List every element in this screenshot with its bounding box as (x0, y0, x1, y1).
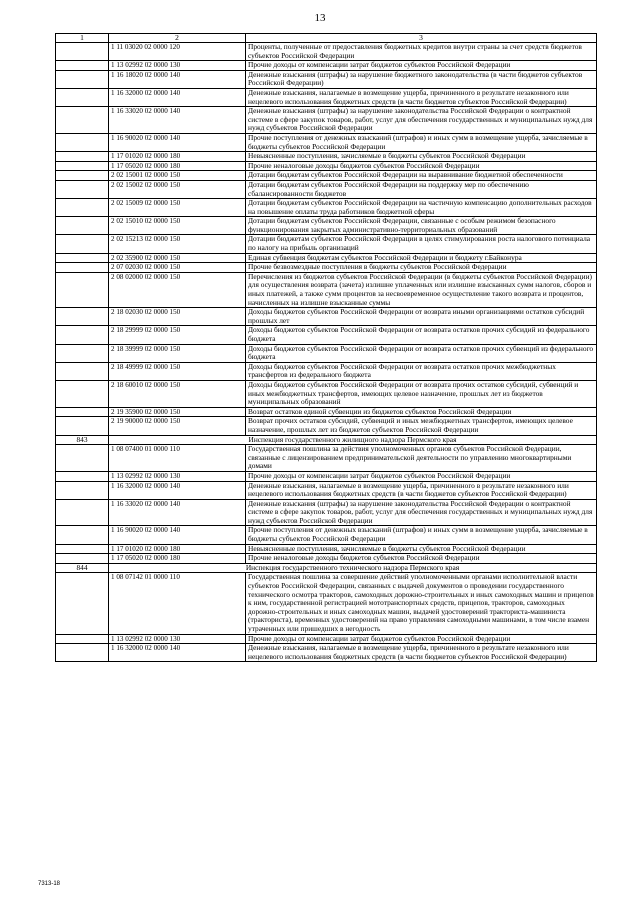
revenue-description: Прочие доходы от компенсации затрат бюджетов субъектов Российской Федерации (246, 61, 597, 71)
admin-cell (56, 253, 109, 263)
table-row (56, 499, 597, 526)
table-row (56, 171, 597, 181)
table-row (56, 344, 597, 362)
revenue-code: 1 16 33020 02 0000 140 (109, 499, 246, 526)
revenue-description: Дотации бюджетам субъектов Российской Федерации на выравнивание бюджетной обеспеченности (246, 171, 597, 181)
table-row (56, 43, 597, 61)
revenue-code: 1 08 07400 01 0000 110 (109, 445, 246, 472)
header-col-3: 3 (246, 34, 597, 43)
revenue-code: 1 16 32000 02 0000 140 (109, 88, 246, 106)
admin-cell (56, 152, 109, 162)
revenue-description: Денежные взыскания, налагаемые в возмещение ущерба, причиненного в результате незаконного или нецелевого использования бюджетных средств (в части бюджетов субъектов Российской Федерации) (246, 481, 597, 499)
admin-cell (56, 180, 109, 198)
revenue-description: Доходы бюджетов субъектов Российской Федерации от возврата остатков прочих субсидий из федерального бюджета (246, 326, 597, 344)
revenue-description: Денежные взыскания (штрафы) за нарушение бюджетного законодательства (в части бюджетов субъектов Российской Федерации) (246, 70, 597, 88)
agency-name: Инспекция государственного жилищного надзора Пермского края (109, 435, 597, 445)
revenue-code: 1 16 90020 02 0000 140 (109, 133, 246, 151)
revenue-code: 1 16 33020 02 0000 140 (109, 107, 246, 134)
revenue-description: Государственная пошлина за действия уполномоченных органов субъектов Российской Федерации, связанные с лицензированием предпринимательской деятельности по управлению многоквартирными домами (246, 445, 597, 472)
revenue-description: Прочие безвозмездные поступления в бюджеты субъектов Российской Федерации (246, 263, 597, 273)
table-row (56, 272, 597, 307)
revenue-description: Прочие доходы от компенсации затрат бюджетов субъектов Российской Федерации (246, 634, 597, 644)
table-row (56, 526, 597, 544)
table-row (56, 573, 597, 634)
table-row (56, 308, 597, 326)
revenue-code: 1 17 05020 02 0000 180 (109, 161, 246, 171)
revenue-description: Денежные взыскания (штрафы) за нарушение законодательства Российской Федерации о контрактной системе в сфере закупок товаров, работ, услуг для обеспечения государственных и муниципальных нужд для нужд субъектов Российской Федерации (246, 107, 597, 134)
admin-cell (56, 380, 109, 407)
revenue-description: Дотации бюджетам субъектов Российской Федерации в целях стимулирования роста налогового потенциала по налогу на прибыль организаций (246, 235, 597, 253)
table-row (56, 362, 597, 380)
admin-cell (56, 554, 109, 564)
revenue-code: 2 19 90000 02 0000 150 (109, 417, 246, 435)
document-stamp: 7313-18 (38, 881, 61, 887)
table-row (56, 70, 597, 88)
table-row (56, 481, 597, 499)
admin-cell (56, 471, 109, 481)
table-row (56, 263, 597, 273)
revenue-code: 2 18 39999 02 0000 150 (109, 344, 246, 362)
admin-cell (56, 344, 109, 362)
table-row (56, 417, 597, 435)
revenue-code: 1 16 18020 02 0000 140 (109, 70, 246, 88)
admin-cell (56, 445, 109, 472)
admin-cell (56, 171, 109, 181)
table-row (56, 634, 597, 644)
admin-cell (56, 499, 109, 526)
table-row (56, 107, 597, 134)
revenue-description: Прочие поступления от денежных взысканий (штрафов) и иных сумм в возмещение ущерба, зачисляемые в бюджеты субъектов Российской Федерации (246, 133, 597, 151)
revenue-code: 1 08 07142 01 0000 110 (109, 573, 246, 634)
table-row (56, 554, 597, 564)
revenue-description: Дотации бюджетам субъектов Российской Федерации на частичную компенсацию дополнительных расходов на повышение оплаты труда работников бюджетной сферы (246, 199, 597, 217)
admin-cell (56, 644, 109, 662)
revenue-description: Денежные взыскания (штрафы) за нарушение законодательства Российской Федерации о контрактной системе в сфере закупок товаров, работ, услуг для обеспечения государственных и муниципальных нужд для нужд субъектов Российской Федерации (246, 499, 597, 526)
admin-cell (56, 263, 109, 273)
admin-cell (56, 326, 109, 344)
revenue-description: Невыясненные поступления, зачисляемые в бюджеты субъектов Российской Федерации (246, 152, 597, 162)
admin-cell (56, 217, 109, 235)
table-row (56, 161, 597, 171)
header-col-2: 2 (109, 34, 246, 43)
revenue-description: Единая субвенция бюджетам субъектов Российской Федерации и бюджету г.Байконура (246, 253, 597, 263)
admin-cell (56, 107, 109, 134)
table-row (56, 544, 597, 554)
admin-cell (56, 43, 109, 61)
revenue-codes-table (55, 33, 597, 662)
agency-header-row (56, 435, 597, 445)
admin-cell (56, 161, 109, 171)
revenue-description: Прочие неналоговые доходы бюджетов субъектов Российской Федерации (246, 161, 597, 171)
revenue-code: 2 02 15002 02 0000 150 (109, 180, 246, 198)
revenue-code: 2 18 29999 02 0000 150 (109, 326, 246, 344)
revenue-code: 1 17 01020 02 0000 180 (109, 544, 246, 554)
table-body (56, 34, 597, 662)
revenue-description: Дотации бюджетам субъектов Российской Федерации на поддержку мер по обеспечению сбалансированности бюджетов (246, 180, 597, 198)
agency-header-row (56, 563, 597, 573)
admin-cell (56, 481, 109, 499)
admin-cell (56, 308, 109, 326)
revenue-code: 2 02 15009 02 0000 150 (109, 199, 246, 217)
table-row (56, 61, 597, 71)
table-row (56, 380, 597, 407)
table-row (56, 235, 597, 253)
revenue-description: Доходы бюджетов субъектов Российской Федерации от возврата прочих остатков субсидий, субвенций и иных межбюджетных трансфертов, имеющих целевое назначение, прошлых лет из бюджетов муниципальных образований (246, 380, 597, 407)
revenue-code: 2 08 02000 02 0000 150 (109, 272, 246, 307)
revenue-description: Доходы бюджетов субъектов Российской Федерации от возврата остатков прочих субвенций из федерального бюджета (246, 344, 597, 362)
revenue-description: Доходы бюджетов субъектов Российской Федерации от возврата остатков прочих межбюджетных трансфертов из федерального бюджета (246, 362, 597, 380)
revenue-code: 1 16 90020 02 0000 140 (109, 526, 246, 544)
header-col-1: 1 (56, 34, 109, 43)
revenue-description: Прочие доходы от компенсации затрат бюджетов субъектов Российской Федерации (246, 471, 597, 481)
revenue-description: Денежные взыскания, налагаемые в возмещение ущерба, причиненного в результате незаконного или нецелевого использования бюджетных средств (в части бюджетов субъектов Российской Федерации) (246, 644, 597, 662)
revenue-code: 1 16 32000 02 0000 140 (109, 481, 246, 499)
table-row (56, 152, 597, 162)
table-row (56, 217, 597, 235)
page-number: 13 (314, 12, 326, 24)
revenue-description: Возврат прочих остатков субсидий, субвенций и иных межбюджетных трансфертов, имеющих целевое назначение, прошлых лет из бюджетов субъектов Российской Федерации (246, 417, 597, 435)
revenue-code: 2 02 15213 02 0000 150 (109, 235, 246, 253)
admin-cell (56, 573, 109, 634)
table-row (56, 180, 597, 198)
admin-cell (56, 235, 109, 253)
revenue-code: 1 13 02992 02 0000 130 (109, 61, 246, 71)
revenue-description: Перечисления из бюджетов субъектов Российской Федерации (в бюджеты субъектов Российской Федерации) для осуществления возврата (зачета) излишне уплаченных или излишне взысканных сумм налогов, сборов и иных платежей, а также сумм процентов за несвоевременное осуществление такого возврата и процентов, начисленных на излишне взысканные суммы (246, 272, 597, 307)
revenue-description: Прочие неналоговые доходы бюджетов субъектов Российской Федерации (246, 554, 597, 564)
revenue-description: Прочие поступления от денежных взысканий (штрафов) и иных сумм в возмещение ущерба, зачисляемые в бюджеты субъектов Российской Федерации (246, 526, 597, 544)
revenue-code: 1 13 02992 02 0000 130 (109, 471, 246, 481)
revenue-code: 2 07 02030 02 0000 150 (109, 263, 246, 273)
admin-cell (56, 526, 109, 544)
table-row (56, 199, 597, 217)
admin-cell (56, 417, 109, 435)
revenue-code: 1 17 05020 02 0000 180 (109, 554, 246, 564)
revenue-code: 2 18 49999 02 0000 150 (109, 362, 246, 380)
revenue-description: Дотации бюджетам субъектов Российской Федерации, связанные с особым режимом безопасного функционирования закрытых административно-территориальных образований (246, 217, 597, 235)
admin-code: 843 (56, 435, 109, 445)
revenue-code: 2 18 60010 02 0000 150 (109, 380, 246, 407)
admin-code: 844 (56, 563, 109, 573)
revenue-description: Доходы бюджетов субъектов Российской Федерации от возврата иными организациями остатков субсидий прошлых лет (246, 308, 597, 326)
revenue-code: 2 18 02030 02 0000 150 (109, 308, 246, 326)
table-row (56, 253, 597, 263)
revenue-code: 2 19 35900 02 0000 150 (109, 407, 246, 417)
table-row (56, 644, 597, 662)
admin-cell (56, 362, 109, 380)
revenue-description: Невыясненные поступления, зачисляемые в бюджеты субъектов Российской Федерации (246, 544, 597, 554)
revenue-description: Возврат остатков единой субвенции из бюджетов субъектов Российской Федерации (246, 407, 597, 417)
admin-cell (56, 133, 109, 151)
revenue-description: Проценты, полученные от предоставления бюджетных кредитов внутри страны за счет средств бюджетов субъектов Российской Федерации (246, 43, 597, 61)
admin-cell (56, 199, 109, 217)
admin-cell (56, 61, 109, 71)
revenue-code: 2 02 35900 02 0000 150 (109, 253, 246, 263)
table-row (56, 471, 597, 481)
revenue-code: 1 16 32000 02 0000 140 (109, 644, 246, 662)
revenue-description: Государственная пошлина за совершение действий уполномоченными органами исполнительной власти субъектов Российской Федерации, связанных с выдачей документов о проведении государственного технического осмотра тракторов, самоходных дорожно-строительных и иных самоходных машин и прицепов к ним, государственной регистрацией мототранспортных средств, прицепов, тракторов, самоходных дорожно-строительных и иных самоходных машин, выдачей удостоверений тракториста-машиниста (тракториста), временных удостоверений на право управления самоходными машинами, в том числе взамен утраченных или пришедших в негодность (246, 573, 597, 634)
table-row (56, 326, 597, 344)
agency-name: Инспекция государственного технического надзора Пермского края (109, 563, 597, 573)
revenue-code: 1 17 01020 02 0000 180 (109, 152, 246, 162)
admin-cell (56, 634, 109, 644)
admin-cell (56, 88, 109, 106)
table-header-row (56, 34, 597, 43)
admin-cell (56, 544, 109, 554)
revenue-code: 1 13 02992 02 0000 130 (109, 634, 246, 644)
admin-cell (56, 272, 109, 307)
table-row (56, 133, 597, 151)
table-row (56, 407, 597, 417)
revenue-code: 2 02 15010 02 0000 150 (109, 217, 246, 235)
table-row (56, 88, 597, 106)
table-row (56, 445, 597, 472)
revenue-code: 2 02 15001 02 0000 150 (109, 171, 246, 181)
admin-cell (56, 70, 109, 88)
revenue-code: 1 11 03020 02 0000 120 (109, 43, 246, 61)
revenue-description: Денежные взыскания, налагаемые в возмещение ущерба, причиненного в результате незаконного или нецелевого использования бюджетных средств (в части бюджетов субъектов Российской Федерации) (246, 88, 597, 106)
admin-cell (56, 407, 109, 417)
